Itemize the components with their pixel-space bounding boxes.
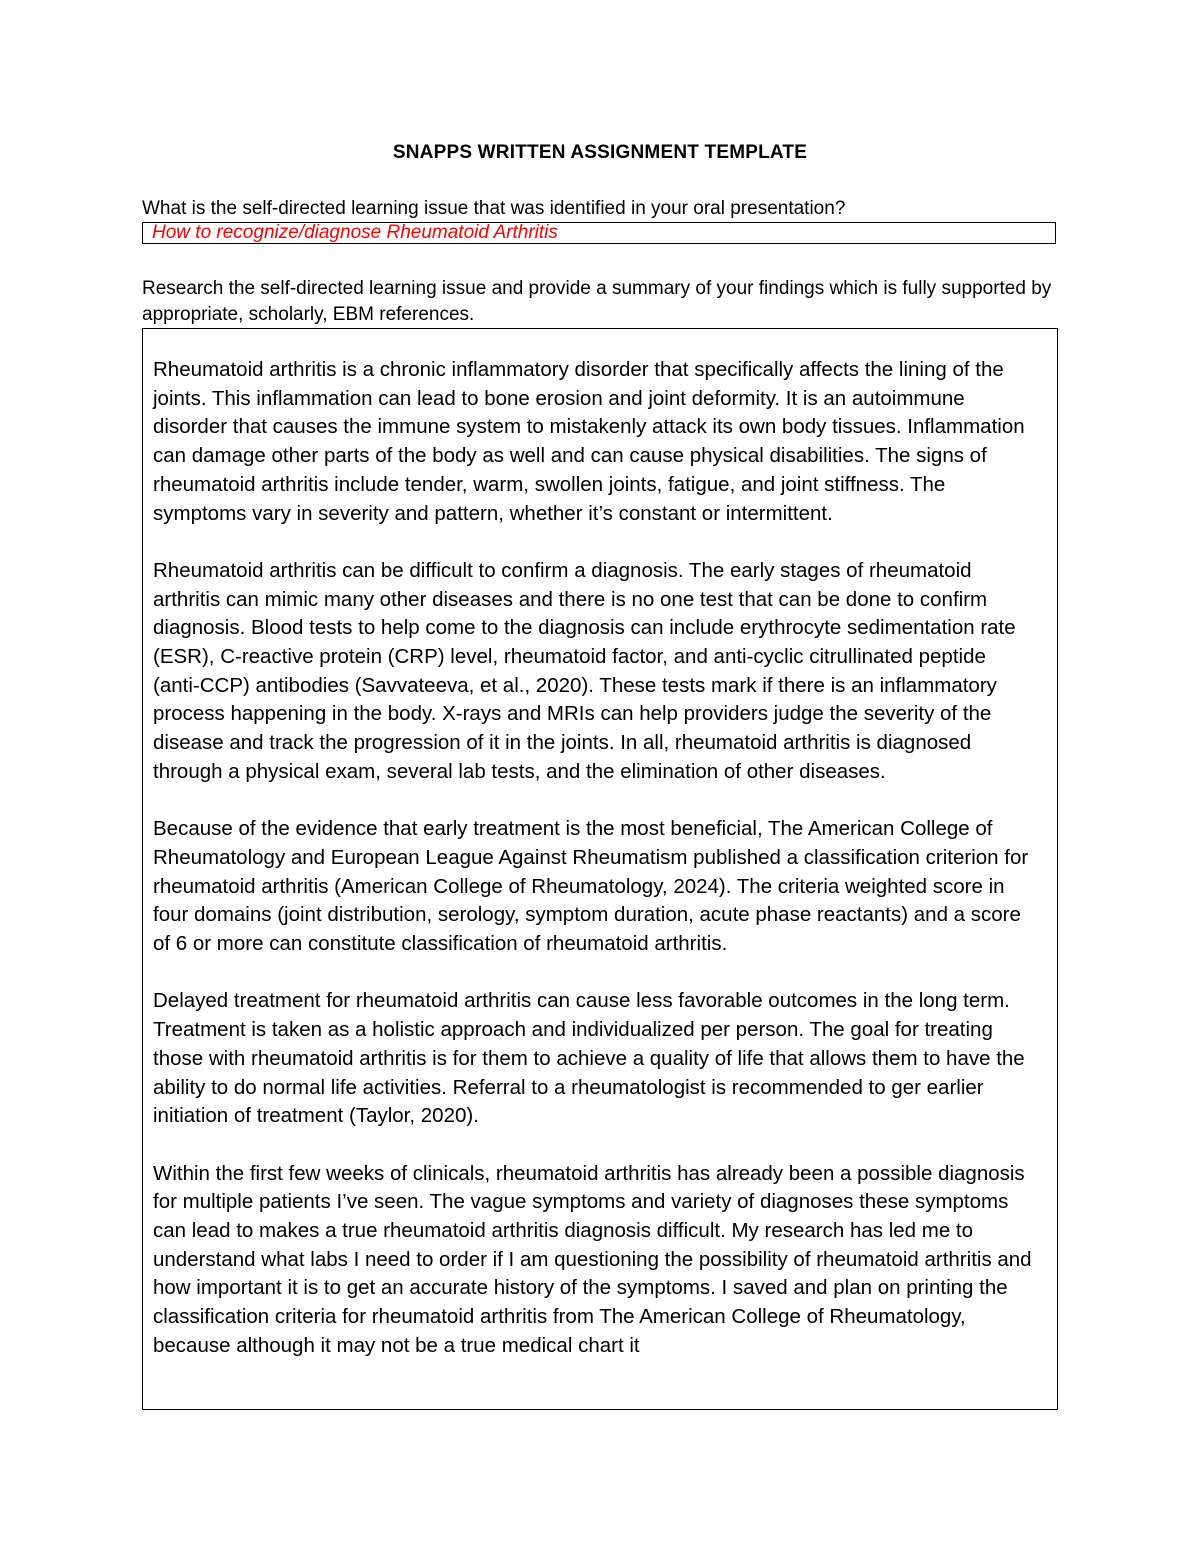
learning-issue-answer: How to recognize/diagnose Rheumatoid Arthritis <box>152 222 558 243</box>
document-title: SNAPPS WRITTEN ASSIGNMENT TEMPLATE <box>392 142 808 163</box>
research-summary-question: Research the self-directed learning issue and provide a summary of your findings which is fully supported by appropriate, scholarly, EBM references. <box>142 278 1052 325</box>
research-summary-body <box>153 356 1037 1361</box>
summary-paragraph: Delayed treatment for rheumatoid arthritis can cause less favorable outcomes in the long term. Treatment is taken as a holistic approach and individualized per person. The goal for treating those with rheumatoid arthritis is for them to achieve a quality of life that allows them to have the ability to do normal life activities. Referral to a rheumatologist is recommended to ger earlier initiation of treatment (Taylor, 2020). <box>153 989 1025 1128</box>
learning-issue-answer-box[interactable] <box>142 222 1056 244</box>
summary-paragraph: Because of the evidence that early treatment is the most beneficial, The American College of Rheumatology and European League Against Rheumatism published a classification criterion for rheumatoid arthritis (American College of Rheumatology, 2024). The criteria weighted score in four domains (joint distribution, serology, symptom duration, acute phase reactants) and a score of 6 or more can constitute classification of rheumatoid arthritis. <box>153 817 1029 956</box>
research-summary-box[interactable] <box>142 328 1058 1410</box>
learning-issue-question: What is the self-directed learning issue that was identified in your oral presentation? <box>142 198 846 219</box>
summary-paragraph: Within the first few weeks of clinicals, rheumatoid arthritis has already been a possible diagnosis for multiple patients I’ve seen. The vague symptoms and variety of diagnoses these symptoms can lead to makes a true rheumatoid arthritis diagnosis difficult. My research has led me to understand what labs I need to order if I am questioning the possibility of rheumatoid arthritis and how important it is to get an accurate history of the symptoms. I saved and plan on printing the classification criteria for rheumatoid arthritis from The American College of Rheumatology, because although it may not be a true medical chart it <box>153 1161 1032 1357</box>
summary-paragraph: Rheumatoid arthritis is a chronic inflammatory disorder that specifically affects the lining of the joints. This inflammation can lead to bone erosion and joint deformity. It is an autoimmune disorder that causes the immune system to mistakenly attack its own body tissues. Inflammation can damage other parts of the body as well and can cause physical disabilities. The signs of rheumatoid arthritis include tender, warm, swollen joints, fatigue, and joint stiffness. The symptoms vary in severity and pattern, whether it’s constant or intermittent. <box>153 358 1025 525</box>
summary-paragraph: Rheumatoid arthritis can be difficult to confirm a diagnosis. The early stages of rheumatoid arthritis can mimic many other diseases and there is no one test that can be done to confirm diagnosis. Blood tests to help come to the diagnosis can include erythrocyte sedimentation rate (ESR), C-reactive protein (CRP) level, rheumatoid factor, and anti-cyclic citrullinated peptide (anti-CCP) antibodies (Savvateeva, et al., 2020). These tests mark if there is an inflammatory process happening in the body. X-rays and MRIs can help providers judge the severity of the disease and track the progression of it in the joints. In all, rheumatoid arthritis is diagnosed through a physical exam, several lab tests, and the elimination of other diseases. <box>153 558 1016 783</box>
